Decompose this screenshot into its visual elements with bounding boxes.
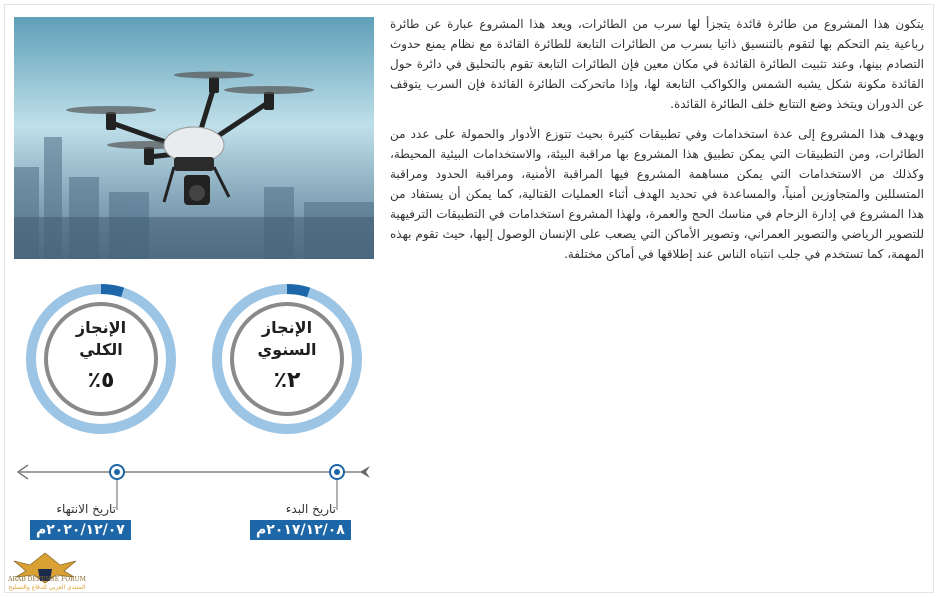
annual-progress-label: الإنجاز السنوي xyxy=(257,318,317,359)
end-date-label: تاريخ الانتهاء xyxy=(56,502,116,516)
start-date-label: تاريخ البدء xyxy=(285,502,336,516)
article-paragraph-1: يتكون هذا المشروع من طائرة قائدة يتجزأ لها سرب من الطائرات، ويعد هذا المشروع عبارة عن طائرة رباعية يتم التحكم بها لتقوم بالتنسيق ذاتيا بسرب من الطائرات التابعة للطائرة القائدة مع نظام يمنع حدوث التصادم بينها، وعند تثبيت الطائرة القائدة في مكان معين فإن الطائرات التابعة تقوم بالتحليق في دائرة حول القائدة مكونة شكل يشبه الشمس والكواكب التابعة لها، وإذا ماتحركت الطائرة القائدة فإن السرب يتوقف عن الدوران ويتخذ وضع التتابع خلف الطائرة القائدة. xyxy=(390,17,924,111)
end-date-badge: ٢٠٢٠/١٢/٠٧م xyxy=(30,520,131,540)
annual-progress-value: ٢٪ xyxy=(273,368,301,393)
total-progress-value: ٥٪ xyxy=(87,368,115,393)
logo-subtitle: المنتدى العربي للدفاع والتسليح xyxy=(8,584,86,591)
project-timeline xyxy=(14,450,384,550)
logo-name: ARAB DEFENSE FORUM xyxy=(8,576,86,583)
annual-progress-gauge xyxy=(211,283,363,435)
end-milestone-icon xyxy=(107,462,127,482)
start-milestone-icon xyxy=(327,462,347,482)
article-body xyxy=(390,14,924,274)
drone-hero-image xyxy=(14,17,374,259)
start-date-badge: ٢٠١٧/١٢/٠٨م xyxy=(250,520,351,540)
total-progress-gauge xyxy=(25,283,177,435)
article-paragraph-2: ويهدف هذا المشروع إلى عدة استخدامات وفي تطبيقات كثيرة بحيث تتوزع الأدوار والحمولة على عدد من الطائرات، ومن التطبيقات التي يمكن تطبيق هذا المشروع بها مراقبة البيئة، والاستخدامات البيئية المحيطة، وكذلك من الاستخدامات التي يمكن مساهمة المشروع فيها المراقبة الأمنية، ومراقبة الحدود ومراقبة المتسللين والمتجاوزين أمنياً، والمساعدة في تحديد الهدف أثناء العمليات القتالية، كما يمكن أن يستفاد من هذا المشروع في إدارة الزحام في مناسك الحج والعمرة، ولهذا المشروع استخدامات في التطبيقات الترفيهية للتصوير الرياضي والتصوير العمراني، وتصوير الأماكن التي يصعب على الإنسان الوصول إليها، حيث تقوم بهذه المهمة، كما تستخدم في جلب انتباه الناس عند إطلاقها في أماكن مختلفة. xyxy=(390,127,924,261)
total-progress-label: الإنجاز الكلي xyxy=(75,318,127,359)
